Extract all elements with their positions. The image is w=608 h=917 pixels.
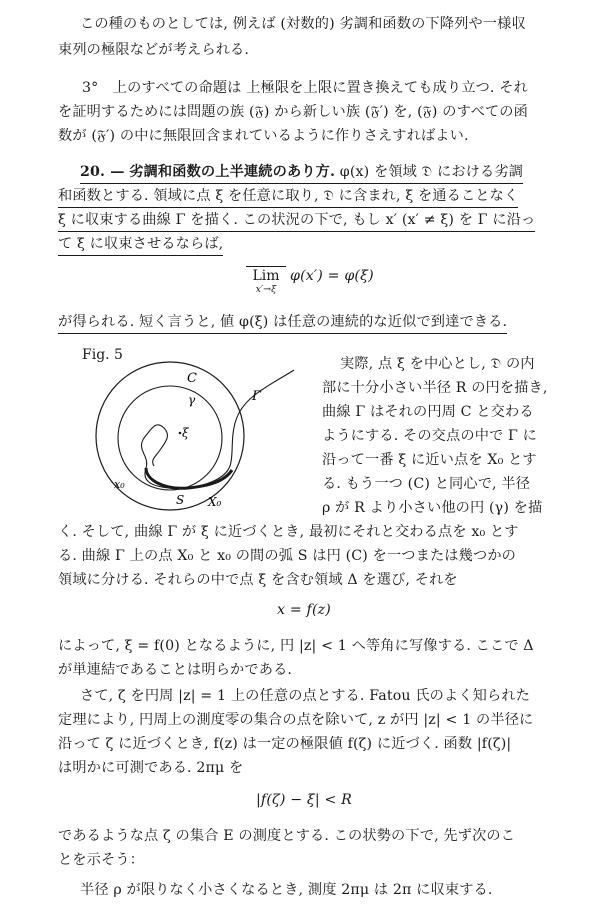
point-xi [179,432,182,435]
paragraph-4-line-2: る. 曲線 Γ 上の点 X₀ と x₀ の間の弧 S は円 (C) を一つまたは幾つかの [58,548,516,564]
lim-operator: Lim [246,266,286,284]
section-line-4: て ξ に収束させるならば, [58,234,223,256]
right-column-line-6: る. もう一つ (C) と同心で, 半径 [322,476,531,492]
section-number: 20. — [80,164,125,180]
paragraph-1-line-2: 束列の極限などが考えられる. [58,42,250,58]
paragraph-2-line-2: を証明するためには問題の族 (𝔉) から新しい族 (𝔉′) を, (𝔉) のすべての函 [58,104,528,120]
right-column-line-3: 曲線 Γ はそれの円周 C と交わる [322,404,534,420]
curve-Gamma [141,370,294,488]
label-xi: ξ [182,426,189,440]
paragraph-4-line-1: く. そして, 曲線 Γ が ξ に近づくとき, 最初にそれと交わる点を x₀ とす [58,524,519,540]
label-S: S [176,493,185,507]
right-column-line-2: 部に十分小さい半径 R の円を描き, [322,380,548,396]
section-line-3: ξ に収束する曲線 Γ を描く. この状況の下で, もし x′ (x′ ≠ ξ) を Γ に沿っ [58,210,535,232]
lim-subscript: x′→ξ [255,284,277,295]
paragraph-6-line-1: さて, ζ を円周 |z| = 1 上の任意の点とする. Fatou 氏のよく知られた [80,688,531,704]
label-x0: x₀ [114,478,125,491]
paragraph-6-line-4: は明かに可測である. 2πμ を [58,760,244,776]
equation-2: x = f(z) [277,602,331,618]
right-column-line-1: 実際, 点 ξ を中心とし, 𝔇 の内 [340,356,535,372]
section-line-2: 和函数とする. 領域に点 ξ を任意に取り, 𝔇 に含まれ, ξ を通ることなく [58,186,518,208]
paragraph-2-line-1: 3° 上のすべての命題は 上極限を上限に置き換えても成り立つ. それ [82,80,528,96]
paragraph-6-line-3: 沿って ζ に近づくとき, f(z) は一定の極限値 f(ζ) に近づく. 函数 |f(ζ)| [58,736,512,752]
paragraph-6-line-2: 定理により, 円周上の測度零の集合の点を除いて, z が円 |z| < 1 の半径に [58,712,534,728]
label-gamma-small: γ [188,393,196,407]
label-Gamma: Γ [252,389,262,404]
label-X0: X₀ [208,495,222,509]
paragraph-5-line-1: によって, ξ = f(0) となるように, 円 |z| < 1 へ等角に写像する. ここで Δ [58,638,534,654]
paragraph-8-line-1: 半径 ρ が限りなく小さくなるとき, 測度 2πμ は 2π に収束する. [80,882,493,898]
paragraph-5-line-2: が単連結であることは明らかである. [58,662,293,678]
paragraph-4-line-3: 領域に分ける. それらの中で点 ξ を含む領域 Δ を選び, それを [58,572,458,588]
section-heading-rest: φ(x) を領域 𝔇 における劣調 [339,164,524,180]
label-C: C [187,371,197,386]
figure-label-text: Fig. 5 [82,347,123,363]
paragraph-3-line-1: が得られる. 短く言うと, 値 φ(ξ) は任意の連続的な近似で到達できる. [58,312,507,334]
equation-1-lim [246,266,286,295]
equation-3: |f(ζ) − ξ| < R [256,792,352,808]
figure-5-diagram [84,358,316,518]
circle-gamma [118,386,222,490]
section-title: 劣調和函数の上半連続のあり方. [129,164,336,180]
right-column-line-4: ようにする. その交点の中で Γ に [322,428,538,444]
paragraph-2-line-3: 数が (𝔉′) の中に無限回含まれているように作りさえすればよい. [58,128,469,144]
paragraph-1-line-1: この種のものとしては, 例えば (対数的) 劣調和函数の下降列や一様収 [80,16,526,32]
equation-1-body: φ(x′) = φ(ξ) [290,268,374,284]
paragraph-7-line-1: であるような点 ζ の集合 E の測度とする. この状勢の下で, 先ず次のこ [58,828,516,844]
paragraph-7-line-2: とを示そう： [58,852,145,868]
right-column-line-5: 沿って一番 ξ に近い点を X₀ とす [322,452,537,468]
section-heading-line [80,162,523,184]
right-column-line-7: ρ が R より小さい他の円 (γ) を描 [322,500,543,516]
